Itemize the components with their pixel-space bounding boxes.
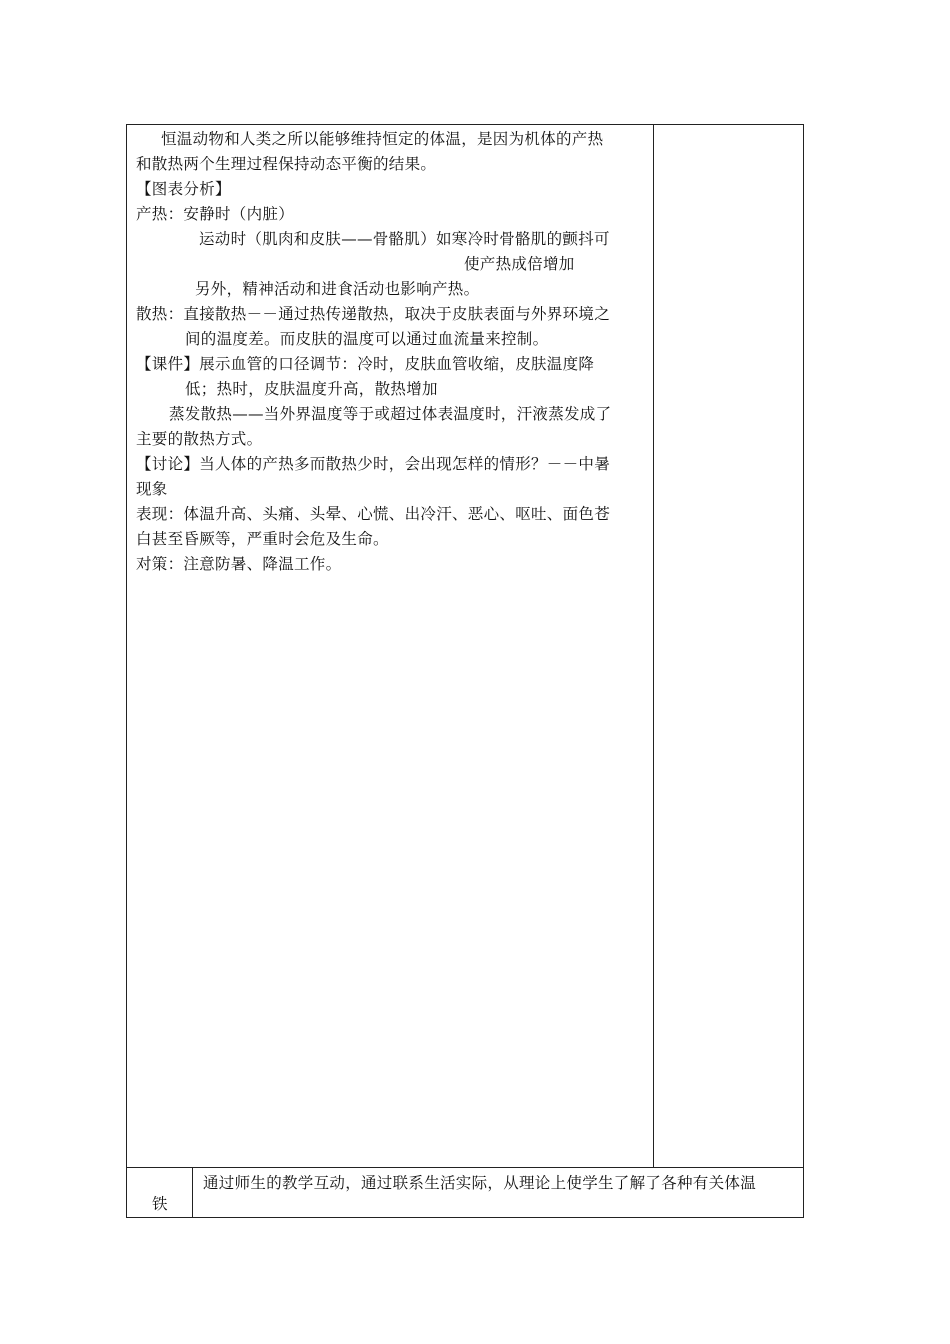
text-line: 另外，精神活动和进食活动也影响产热。 [195,280,480,298]
reflection-content-cell [193,1168,803,1217]
text-line: 和散热两个生理过程保持动态平衡的结果。 [136,155,437,173]
text-line: 恒温动物和人类之所以能够维持恒定的体温，是因为机体的产热 [161,130,604,148]
text-line: 【课件】展示血管的口径调节：冷时，皮肤血管收缩，皮肤温度降 [136,355,595,373]
text-line: 产热：安静时（内脏） [136,205,295,223]
reflection-row [127,1167,803,1217]
content-cell [127,125,654,1167]
notes-cell [654,125,804,1167]
reflection-label-cell [127,1168,193,1217]
reflection-label: 铁 [152,1195,168,1213]
text-line: 使产热成倍增加 [464,255,575,273]
section-heading: 【图表分析】 [136,180,231,198]
text-line: 散热：直接散热－－通过热传递散热，取决于皮肤表面与外界环境之 [136,305,611,323]
text-line: 主要的散热方式。 [136,430,263,448]
text-line: 对策：注意防暑、降温工作。 [136,555,342,573]
text-line: 白甚至昏厥等，严重时会危及生命。 [136,530,389,548]
reflection-text: 通过师生的教学互动，通过联系生活实际，从理论上使学生了解了各种有关体温 [203,1174,757,1192]
text-line: 间的温度差。而皮肤的温度可以通过血流量来控制。 [185,330,549,348]
text-line: 运动时（肌肉和皮肤——骨骼肌）如寒冷时骨骼肌的颤抖可 [199,230,610,248]
text-line: 【讨论】当人体的产热多而散热少时，会出现怎样的情形？－－中暑 [136,455,611,473]
text-line: 蒸发散热——当外界温度等于或超过体表温度时，汗液蒸发成了 [169,405,612,423]
text-line: 现象 [136,480,168,498]
text-line: 表现：体温升高、头痛、头晕、心慌、出冷汗、恶心、呕吐、面色苍 [136,505,611,523]
text-line: 低；热时，皮肤温度升高，散热增加 [185,380,438,398]
lesson-table [126,124,804,1218]
